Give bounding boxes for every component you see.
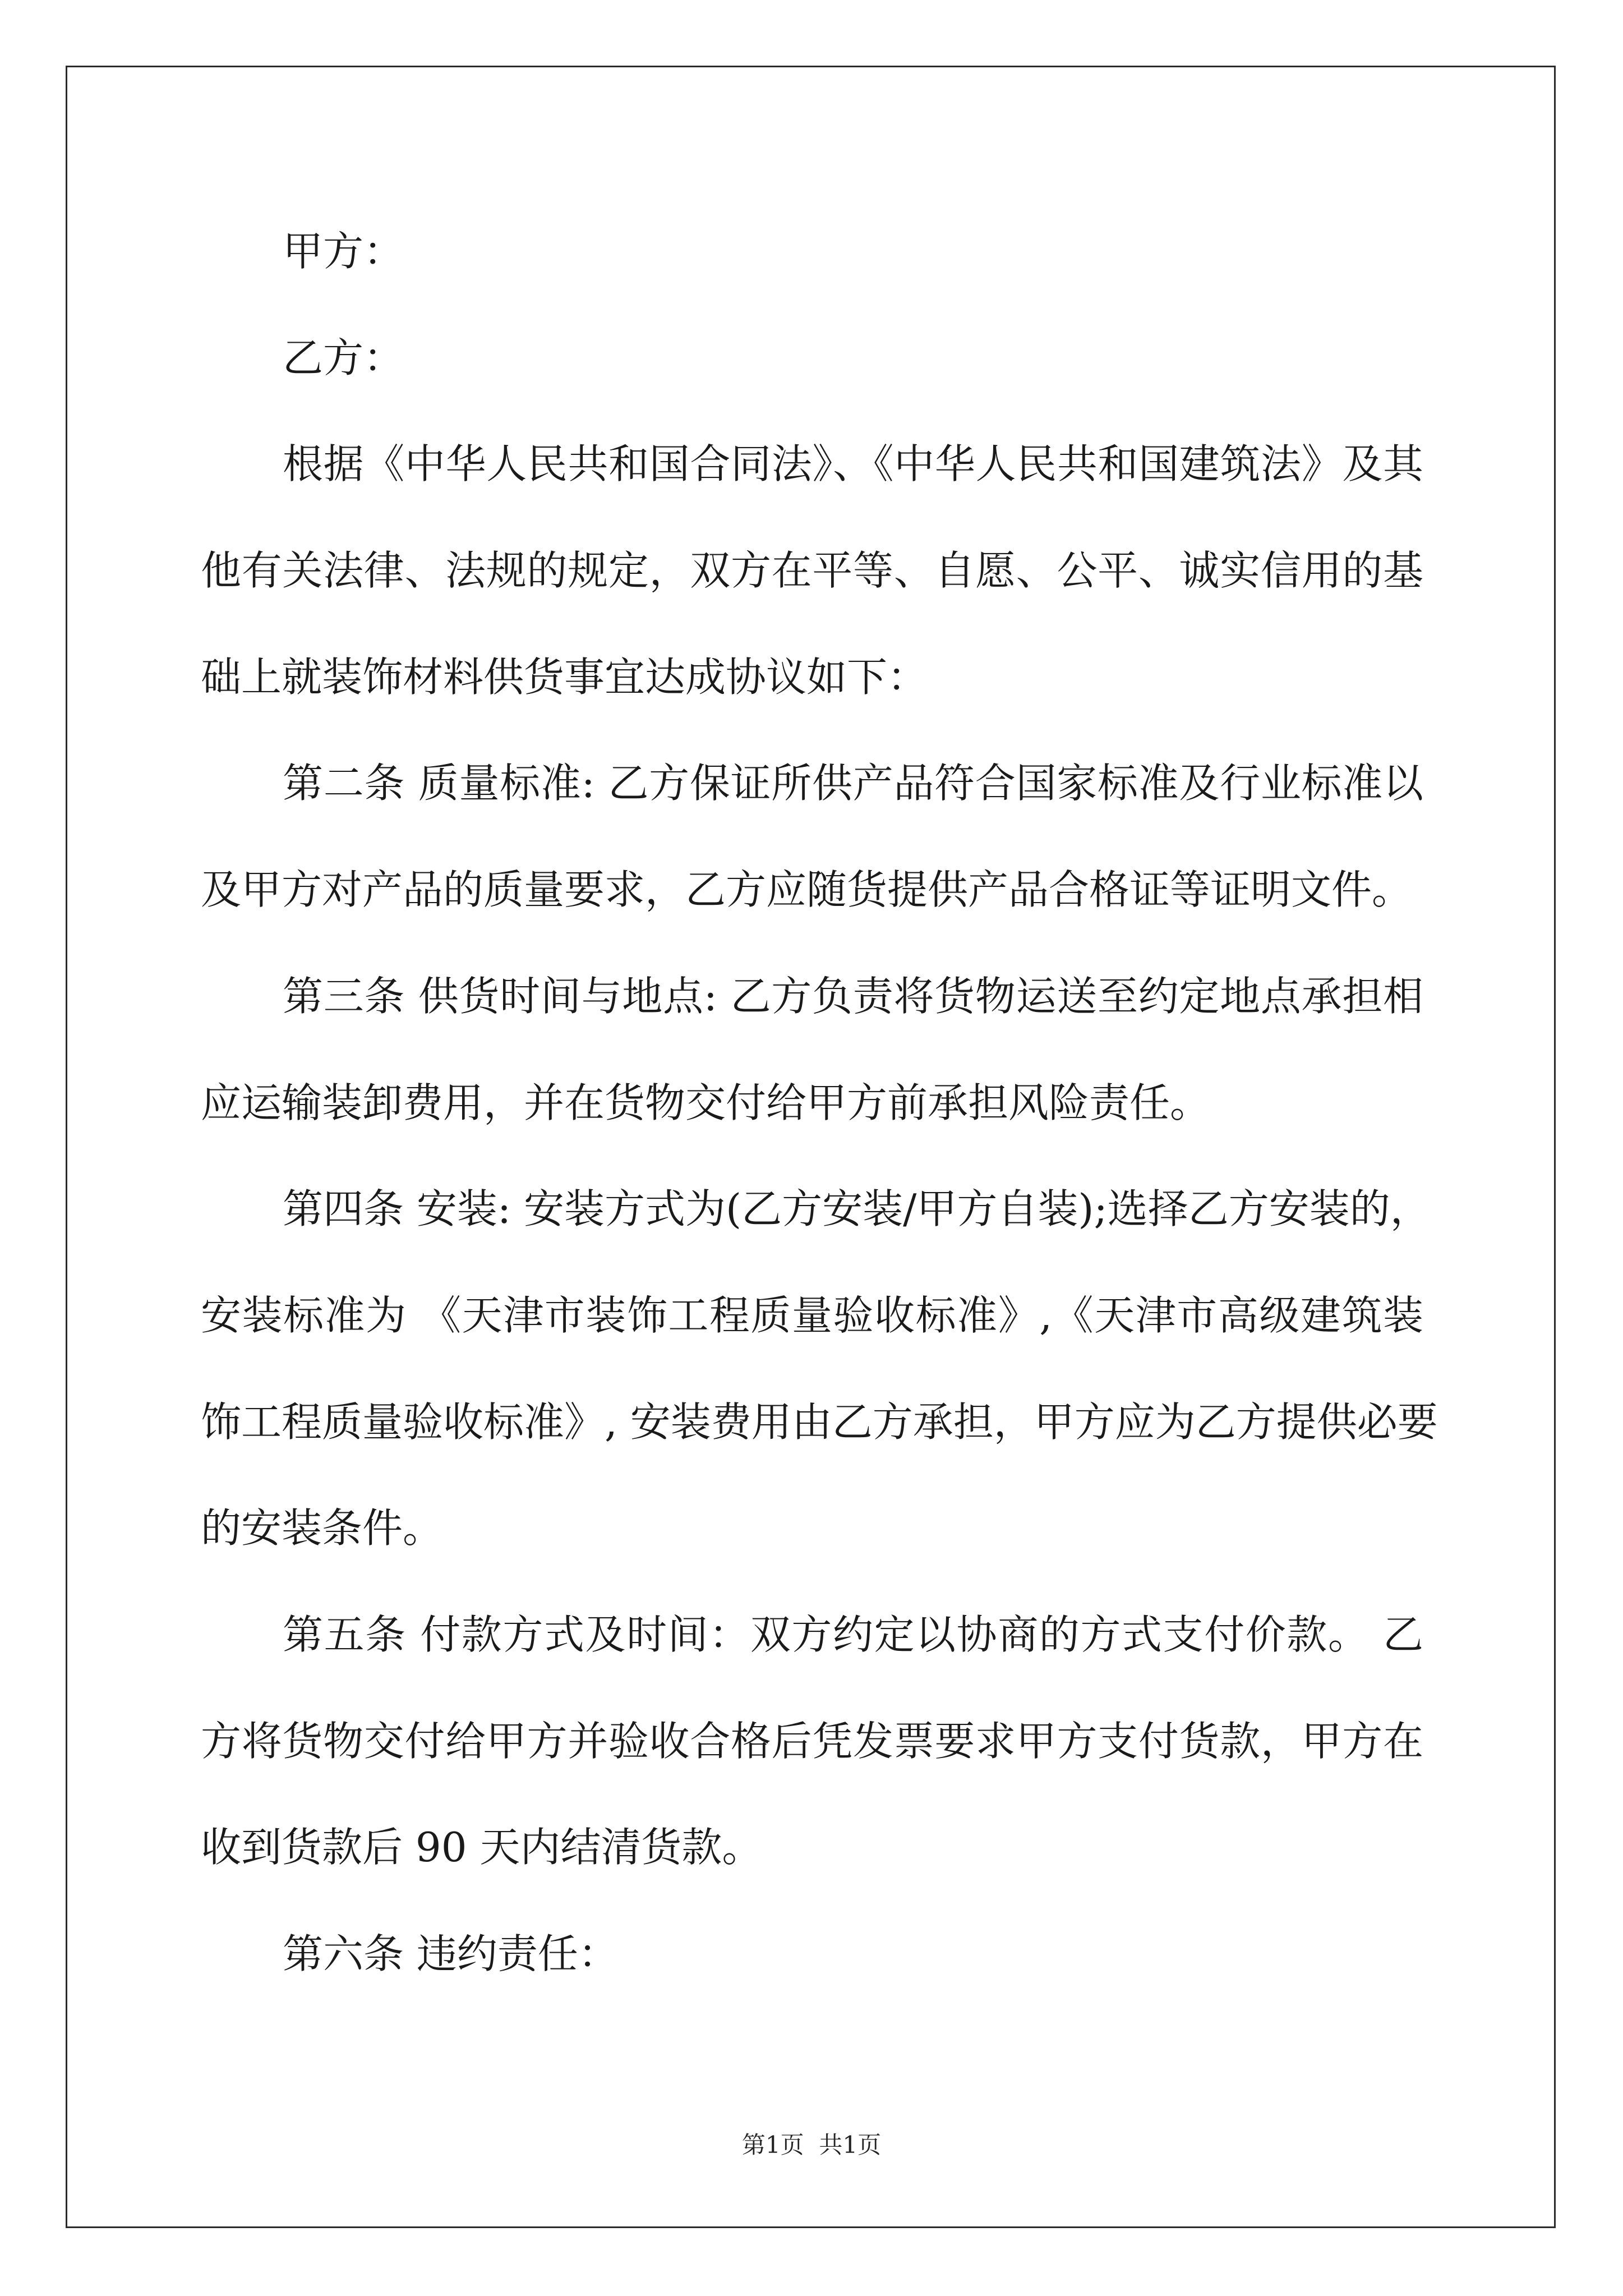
page-footer: 第1页 共1页 [741,2131,882,2159]
article-5-payment-paragraph [201,1582,1423,1901]
article-6-liability-heading [201,1901,1423,2008]
paragraph-line: 的安装条件。 [201,1504,444,1552]
paragraph-line: 应运输装卸费用，并在货物交付给甲方前承担风险责任。 [201,1079,1211,1126]
party-b-line [201,305,1423,412]
paragraph-line: 第六条 违约责任： [283,1930,619,1977]
paragraph-line: 收到货款后 90 天内结清货款。 [201,1824,763,1871]
paragraph-line: 饰工程质量验收标准》, 安装费用由乙方承担，甲方应为乙方提供必要 [201,1398,1438,1446]
paragraph-line: 础上就装饰材料供货事宜达成协议如下： [201,653,928,701]
paragraph-line: 方将货物交付给甲方并验收合格后凭发票要求甲方支付货款，甲方在 [201,1717,1423,1765]
document-body [201,199,1438,2008]
party-a-line [201,199,1423,305]
preamble-paragraph [201,411,1423,730]
article-4-installation-paragraph [201,1156,1438,1582]
paragraph-line: 第二条 质量标准: 乙方保证所供产品符合国家标准及行业标准以 [283,760,1423,807]
paragraph-line: 及甲方对产品的质量要求，乙方应随货提供产品合格证等证明文件。 [201,866,1413,914]
article-2-quality-paragraph [201,730,1423,943]
article-3-delivery-paragraph [201,944,1423,1156]
paragraph-line: 他有关法律、法规的规定，双方在平等、自愿、公平、诚实信用的基 [201,547,1423,595]
paragraph-line: 第五条 付款方式及时间：双方约定以协商的方式支付价款。 乙 [283,1611,1423,1658]
paragraph-line: 甲方： [283,228,404,275]
paragraph-line: 安装标准为 《天津市装饰工程质量验收标准》,《天津市高级建筑装 [201,1291,1423,1339]
paragraph-line: 乙方： [283,334,404,381]
paragraph-line: 根据《中华人民共和国合同法》、《中华人民共和国建筑法》及其 [283,440,1423,488]
paragraph-line: 第四条 安装: 安装方式为(乙方安装/甲方自装);选择乙方安装的， [283,1185,1431,1233]
paragraph-line: 第三条 供货时间与地点: 乙方负责将货物运送至约定地点承担相 [283,972,1423,1020]
